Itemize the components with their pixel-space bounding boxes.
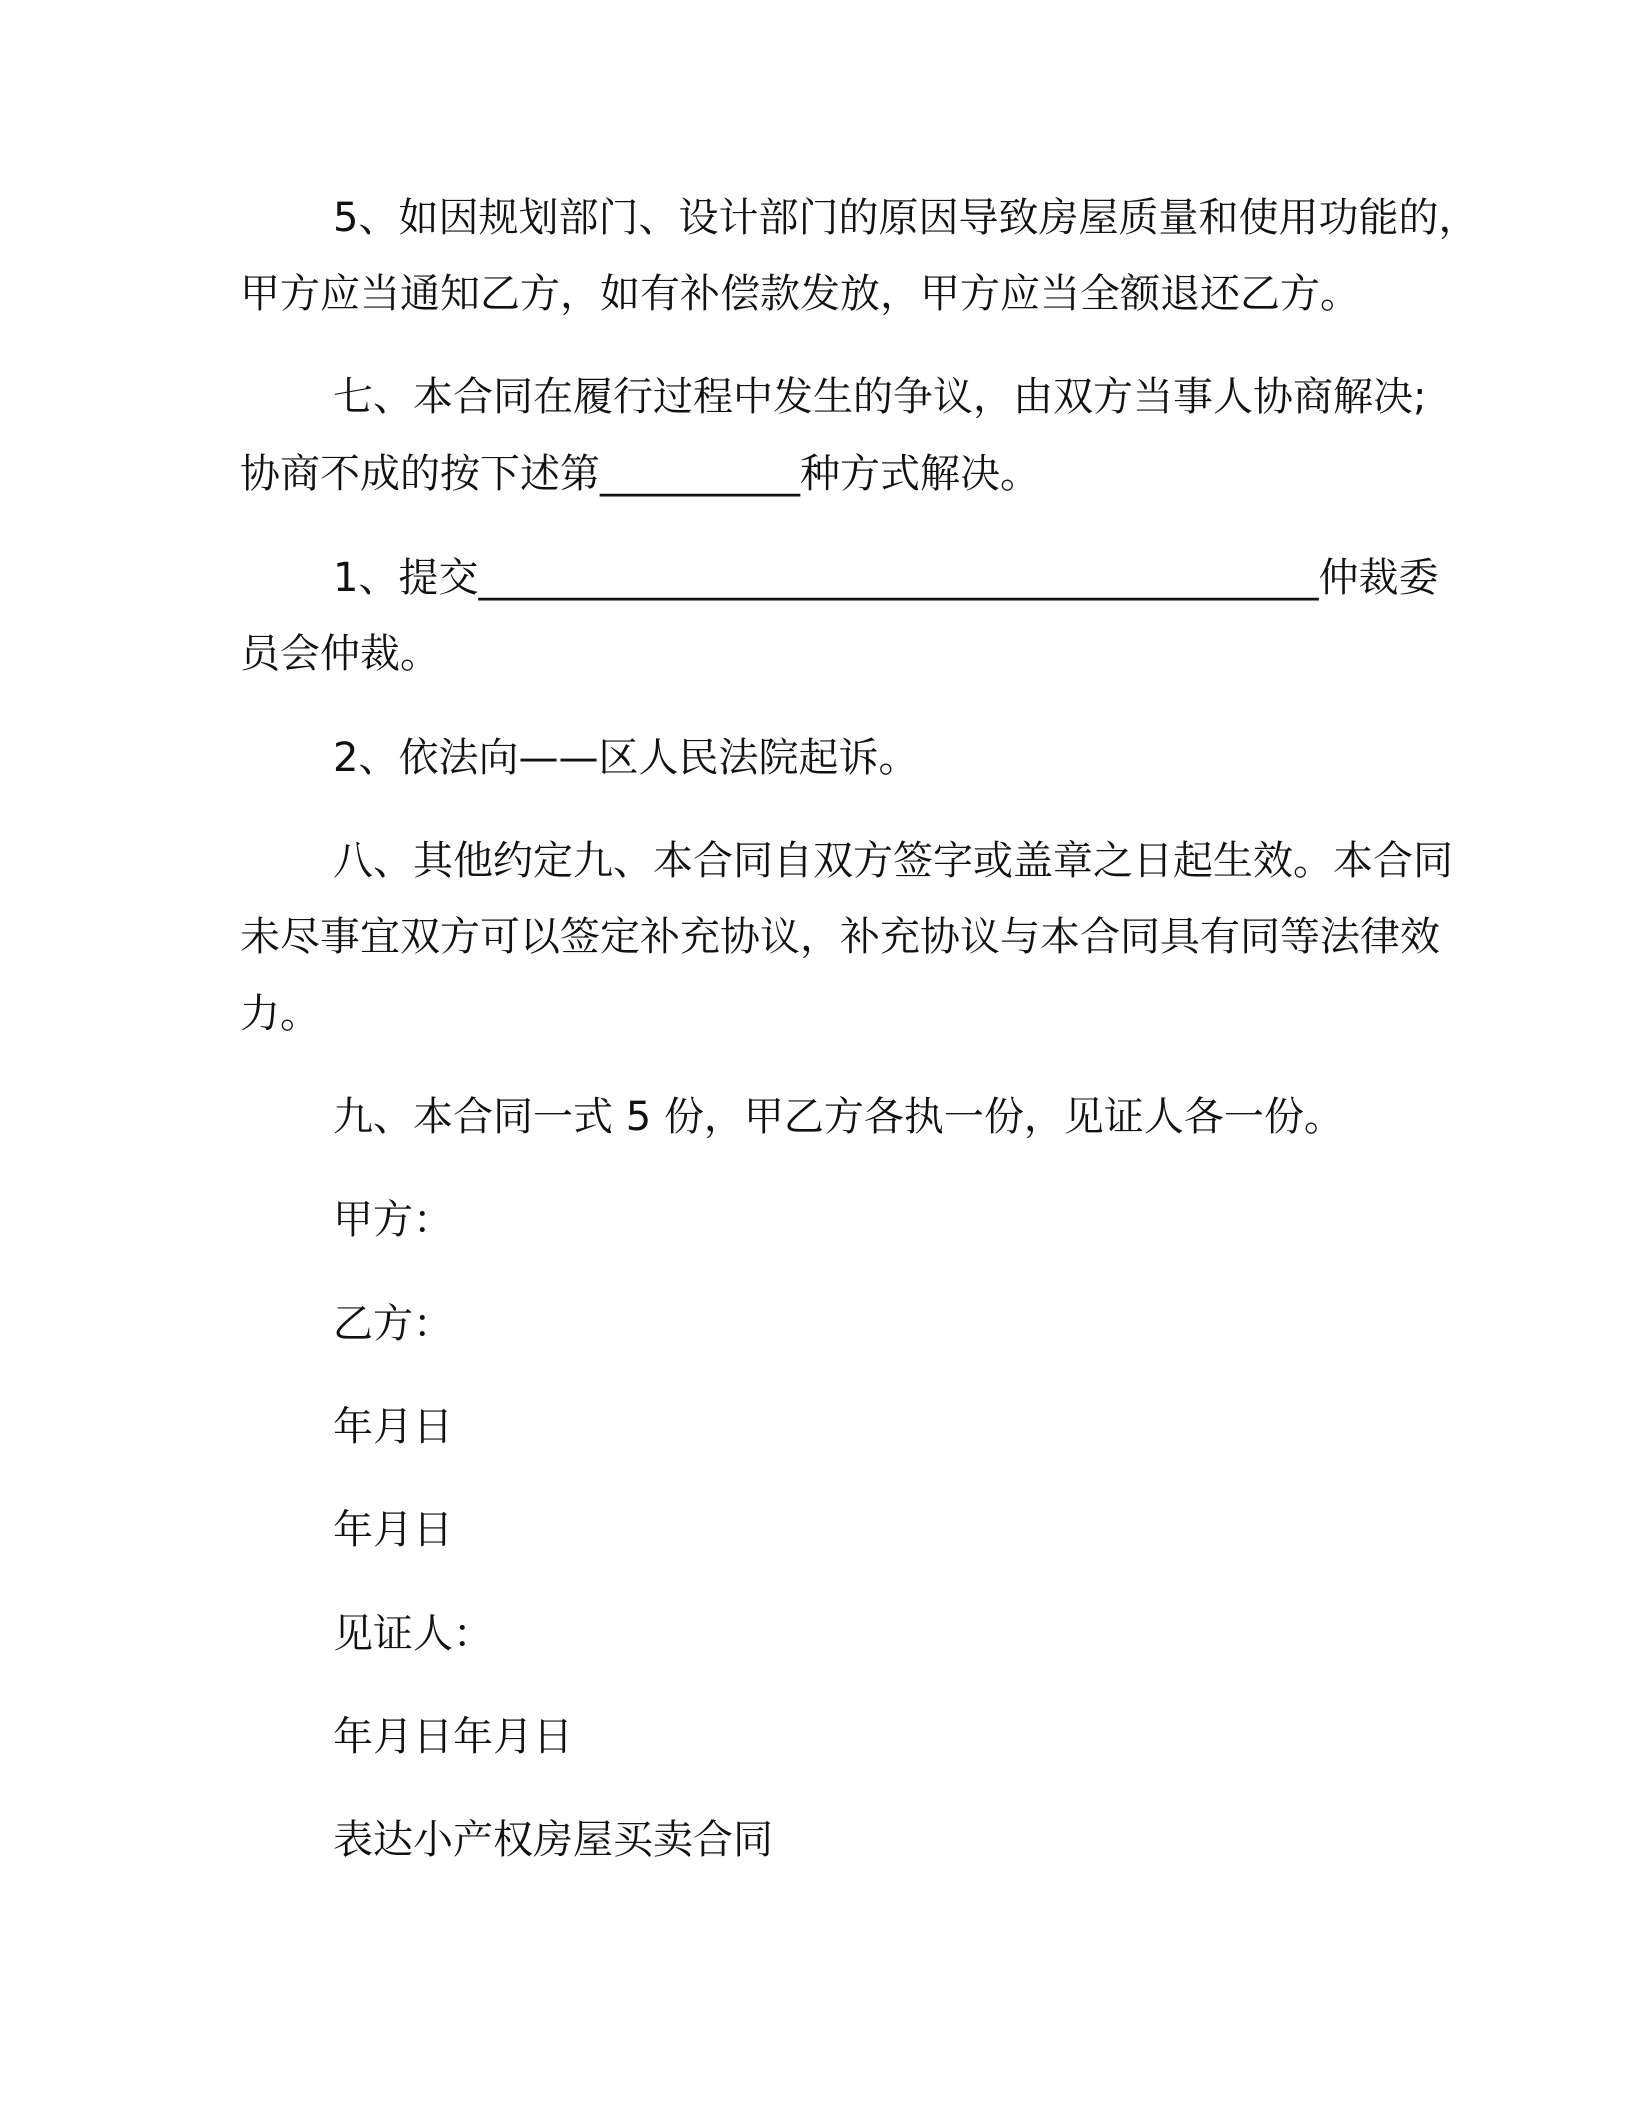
clause-8-line-1: 八、其他约定九、本合同自双方签字或盖章之日起生效。本合同 [333, 838, 1453, 884]
clause-5-line-2: 甲方应当通知乙方，如有补偿款发放，甲方应当全额退还乙方。 [240, 271, 1360, 317]
party-a-label: 甲方： [333, 1197, 453, 1243]
clause-7-line-1: 七、本合同在履行过程中发生的争议，由双方当事人协商解决; [333, 374, 1427, 420]
witness-label: 见证人： [333, 1611, 493, 1657]
party-b-label: 乙方： [333, 1301, 453, 1347]
date-line-3: 年月日年月日 [333, 1714, 573, 1760]
clause-8-line-2: 未尽事宜双方可以签定补充协议，补充协议与本合同具有同等法律效 [240, 914, 1440, 960]
date-line-1: 年月日 [333, 1404, 453, 1450]
clause-5-line-1: 5、如因规划部门、设计部门的原因导致房屋质量和使用功能的， [333, 195, 1479, 241]
clause-7-2-line-1: 2、依法向——区人民法院起诉。 [333, 735, 919, 781]
clause-7-line-2: 协商不成的按下述第__________种方式解决。 [240, 451, 1040, 497]
clause-7-1-line-1: 1、提交__________________________________________仲裁委 [333, 555, 1439, 601]
clause-8-line-3: 力。 [240, 991, 320, 1037]
clause-9-line-1: 九、本合同一式 5 份，甲乙方各执一份，见证人各一份。 [333, 1094, 1344, 1140]
footer-title: 表达小产权房屋买卖合同 [333, 1817, 773, 1863]
date-line-2: 年月日 [333, 1507, 453, 1553]
clause-7-1-line-2: 员会仲裁。 [240, 631, 440, 677]
